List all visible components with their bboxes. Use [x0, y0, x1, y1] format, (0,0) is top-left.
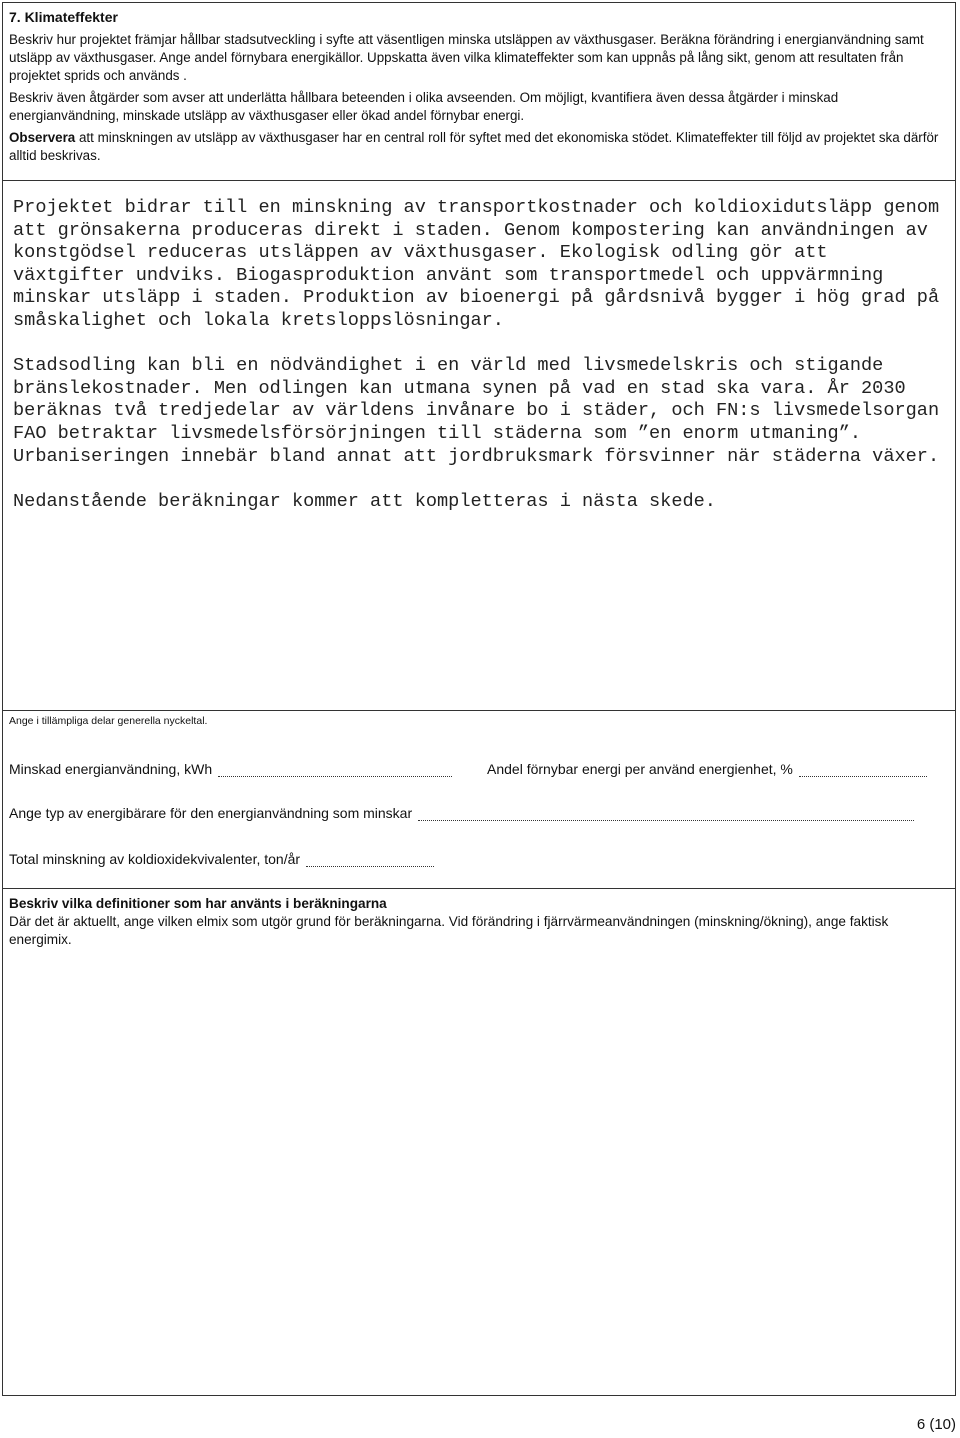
co2-reduction-label: Total minskning av koldioxidekvivalenter, ton/år	[9, 851, 301, 867]
page-number: 6 (10)	[916, 1416, 956, 1433]
energy-carrier-row	[9, 805, 914, 821]
observe-text: att minskningen av utsläpp av växthusgaser har en central roll för syftet med det ekonomiska stödet. Klimateffekter till följd av projektet ska därför alltid beskrivas.	[9, 130, 939, 163]
kpi-note: Ange i tillämpliga delar generella nyckeltal.	[9, 715, 208, 727]
definitions-text: Där det är aktuellt, ange vilken elmix som utgör grund för beräkningarna. Vid förändring i fjärrvärmeanvändningen (minskning/ökning), ange faktisk energimix.	[9, 914, 889, 947]
energy-carrier-label: Ange typ av energibärare för den energianvändning som minskar	[9, 805, 413, 821]
answer-paragraph-2: Stadsodling kan bli en nödvändighet i en värld med livsmedelskris och stigande bränslekostnader. Men odlingen kan utmana synen på vad en stad ska vara. År 2030 beräknas två tredjedelar av världens invånare bo i städer, och FN:s livsmedelsorgan FAO betraktar livsmedelsförsörjningen till städerna som ”en enorm utmaning”. Urbaniseringen innebär bland annat att jordbruksmark försvinner när städerna växer.	[13, 355, 940, 467]
energy-reduction-label: Minskad energianvändning, kWh	[9, 761, 213, 777]
instruction-paragraph-1: Beskriv hur projektet främjar hållbar stadsutveckling i syfte att väsentligen minska utsläppen av växthusgaser. Beräkna förändring i energianvändning samt utsläpp av växthusgaser. Ange andel förnybara energikällor. Uppskatta även vilka klimateffekter som kan uppnås på lång sikt, genom att resultaten från projektet sprids och används .	[9, 32, 924, 83]
energy-reduction-row	[9, 761, 452, 777]
answer-paragraph-3: Nedanstående beräkningar kommer att kompletteras i nästa skede.	[13, 490, 716, 512]
renewable-share-label: Andel förnybar energi per använd energienhet, %	[487, 761, 793, 777]
energy-carrier-field[interactable]	[418, 806, 914, 821]
section-header	[3, 3, 955, 181]
co2-reduction-field[interactable]	[306, 852, 434, 867]
instruction-paragraph-2: Beskriv även åtgärder som avser att underlätta hållbara beteenden i olika avseenden. Om möjligt, kvantifiera även dessa åtgärder i minskad energianvändning, minskade utsläpp av växthusgaser eller ökad andel förnybar energi.	[9, 90, 839, 123]
instruction-paragraph-3	[9, 129, 949, 165]
renewable-share-field[interactable]	[799, 762, 927, 777]
energy-reduction-field[interactable]	[218, 762, 452, 777]
section-title: 7. Klimateffekter	[9, 9, 118, 25]
definitions-textarea[interactable]	[3, 889, 955, 1397]
observe-label: Observera	[9, 130, 76, 145]
renewable-share-row	[487, 761, 927, 777]
answer-textarea[interactable]	[3, 181, 955, 711]
answer-paragraph-1: Projektet bidrar till en minskning av transportkostnader och koldioxidutsläpp genom att grönsakerna produceras direkt i staden. Genom kompostering kan användningen av konstgödsel reduceras utsläppen av växthusgaser. Ekologisk odling gör att växtgifter undviks. Biogasproduktion använt som transportmedel och uppvärmning minskar utsläpp i staden. Produktion av bioenergi på gårdsnivå bygger i hög grad på småskalighet och lokala kretsloppslösningar.	[13, 197, 940, 331]
form-frame	[2, 2, 956, 1396]
co2-reduction-row	[9, 851, 434, 867]
definitions-title: Beskriv vilka definitioner som har använts i beräkningarna	[9, 896, 387, 911]
kpi-section	[3, 711, 955, 889]
